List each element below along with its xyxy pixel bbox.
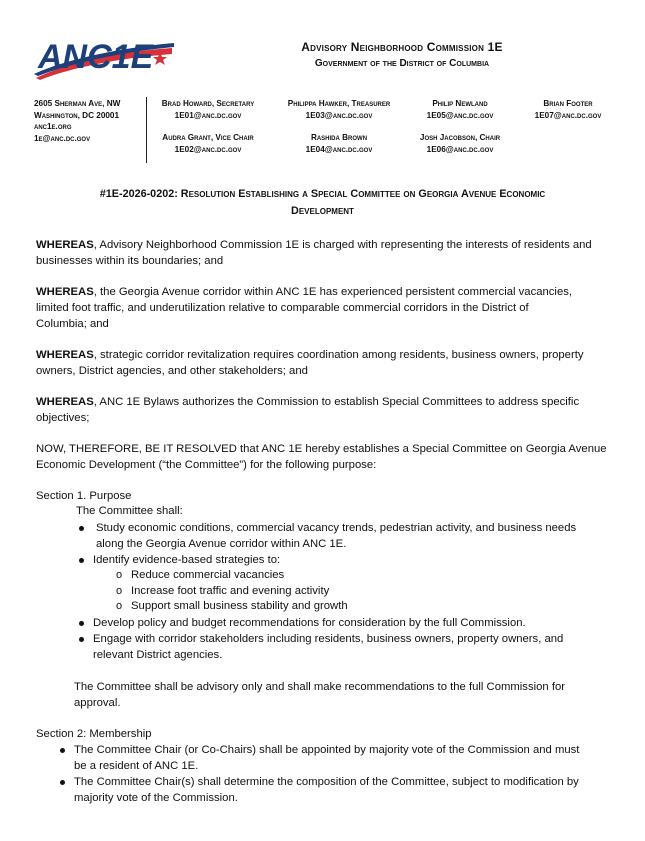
item-text: majority vote of the Commission.	[74, 792, 238, 804]
clause-text: , strategic corridor revitalization requires coordination among residents, business owners, property	[93, 349, 584, 361]
bullet-dot	[60, 748, 65, 753]
clause-text: NOW, THEREFORE, BE IT RESOLVED that ANC 1E hereby establishes a Special Committee on Georgia Avenue	[36, 443, 607, 455]
commissioner-1e03	[276, 98, 402, 121]
whereas-lead: WHEREAS	[36, 396, 94, 408]
anc1e-logo	[34, 34, 176, 80]
commissioner-1e06	[410, 132, 510, 155]
clause-text: Columbia; and	[36, 318, 109, 330]
commissioner-1e04	[276, 132, 402, 155]
bullet-dot	[79, 621, 84, 626]
email-link[interactable]: 1e@anc.dc.gov	[34, 133, 91, 143]
resolved-clause	[36, 441, 611, 473]
commissioner-email[interactable]: 1E07@anc.dc.gov	[534, 110, 602, 120]
whereas-lead: WHEREAS	[36, 349, 94, 361]
whereas-clause	[36, 237, 611, 269]
item-text: relevant District agencies.	[93, 649, 223, 661]
commissioner-1e07	[518, 98, 618, 121]
section-1-intro: The Committee shall:	[76, 505, 183, 517]
address-block	[34, 98, 120, 144]
bullet-dot	[60, 780, 65, 785]
item-text: Engage with corridor stakeholders including residents, business owners, property owners, and	[93, 633, 564, 645]
closing-text: approval.	[74, 697, 121, 709]
section-2-item	[74, 774, 619, 806]
sub-item: Increase foot traffic and evening activity	[131, 585, 330, 597]
section-1-item	[93, 631, 613, 663]
whereas-lead: WHEREAS	[36, 239, 94, 251]
commissioner-1e02	[150, 132, 266, 155]
address-line: 2605 Sherman Ave, NW	[34, 99, 121, 108]
whereas-clause	[36, 284, 611, 332]
clause-text: owners, District agencies, and other stakeholders; and	[36, 365, 308, 377]
clause-text: , ANC 1E Bylaws authorizes the Commission to establish Special Committees to address specific	[93, 396, 580, 408]
commissioner-name: Brian Footer	[543, 99, 593, 108]
section-1-closing	[74, 679, 614, 711]
whereas-clause	[36, 347, 611, 379]
resolution-title	[30, 186, 615, 220]
commissioner-email[interactable]: 1E02@anc.dc.gov	[174, 144, 242, 154]
item-text: Study economic conditions, commercial vacancy trends, pedestrian activity, and business needs	[96, 522, 577, 534]
whereas-lead: WHEREAS	[36, 286, 94, 298]
commissioner-1e05	[410, 98, 510, 121]
commissioner-email[interactable]: 1E06@anc.dc.gov	[426, 144, 494, 154]
website-link[interactable]: anc1e.org	[34, 122, 72, 131]
section-1-item: Identify evidence-based strategies to:	[93, 554, 281, 566]
commissioner-email[interactable]: 1E05@anc.dc.gov	[426, 110, 494, 120]
organization-name: Advisory Neighborhood Commission 1E	[301, 40, 503, 54]
bullet-dot	[79, 558, 84, 563]
clause-text: Economic Development (“the Committee”) for the following purpose:	[36, 459, 377, 471]
sub-bullet-marker: o	[116, 600, 123, 612]
commissioner-email[interactable]: 1E04@anc.dc.gov	[305, 144, 373, 154]
whereas-clause	[36, 394, 611, 426]
bullet-dot	[79, 637, 84, 642]
bullet-dot	[79, 526, 84, 531]
item-text: The Committee Chair (or Co-Chairs) shall be appointed by majority vote of the Commission and must	[74, 744, 580, 756]
item-text: The Committee Chair(s) shall determine the composition of the Committee, subject to modification by	[74, 776, 579, 788]
logo-text: ANC1E	[38, 38, 154, 76]
commissioner-name: Philippa Hawker, Treasurer	[287, 99, 391, 108]
clause-text: limited foot traffic, and underutilization relative to comparable commercial corridors in the District of	[36, 302, 529, 314]
commissioner-name: Josh Jacobson, Chair	[419, 133, 501, 142]
address-line: Washington, DC 20001	[34, 110, 120, 120]
commissioner-name: Brad Howard, Secretary	[161, 99, 255, 108]
sub-bullet-marker: o	[116, 585, 123, 597]
title-line: Development	[291, 205, 354, 217]
header-divider	[146, 97, 147, 163]
commissioner-1e01	[150, 98, 266, 121]
section-1-item	[96, 520, 616, 552]
item-text: be a resident of ANC 1E.	[74, 760, 199, 772]
clause-text: , the Georgia Avenue corridor within ANC 1E has experienced persistent commercial vacancies,	[93, 286, 573, 298]
item-text: along the Georgia Avenue corridor within ANC 1E.	[96, 538, 347, 550]
section-2-item	[74, 742, 619, 774]
commissioner-name: Audra Grant, Vice Chair	[162, 133, 254, 142]
section-1-item: Develop policy and budget recommendations for consideration by the full Commission.	[93, 617, 526, 629]
closing-text: The Committee shall be advisory only and shall make recommendations to the full Commission for	[74, 681, 566, 693]
commissioner-email[interactable]: 1E03@anc.dc.gov	[305, 110, 373, 120]
clause-text: , Advisory Neighborhood Commission 1E is charged with representing the interests of residents and	[93, 239, 592, 251]
clause-text: objectives;	[36, 412, 90, 424]
sub-item: Support small business stability and growth	[131, 600, 348, 612]
title-line: #1E-2026-0202: Resolution Establishing a Special Committee on Georgia Avenue Economic	[99, 188, 546, 200]
commissioner-name: Rashida Brown	[310, 133, 368, 142]
sub-bullet-marker: o	[116, 569, 123, 581]
commissioner-name: Philip Newland	[432, 99, 488, 108]
clause-text: businesses within its boundaries; and	[36, 255, 224, 267]
commissioner-email[interactable]: 1E01@anc.dc.gov	[174, 110, 242, 120]
organization-government: Government of the District of Columbia	[314, 58, 490, 69]
organization-header	[252, 40, 552, 69]
section-2-heading: Section 2: Membership	[36, 728, 152, 740]
sub-item: Reduce commercial vacancies	[131, 569, 285, 581]
section-1-heading: Section 1. Purpose	[36, 490, 132, 502]
